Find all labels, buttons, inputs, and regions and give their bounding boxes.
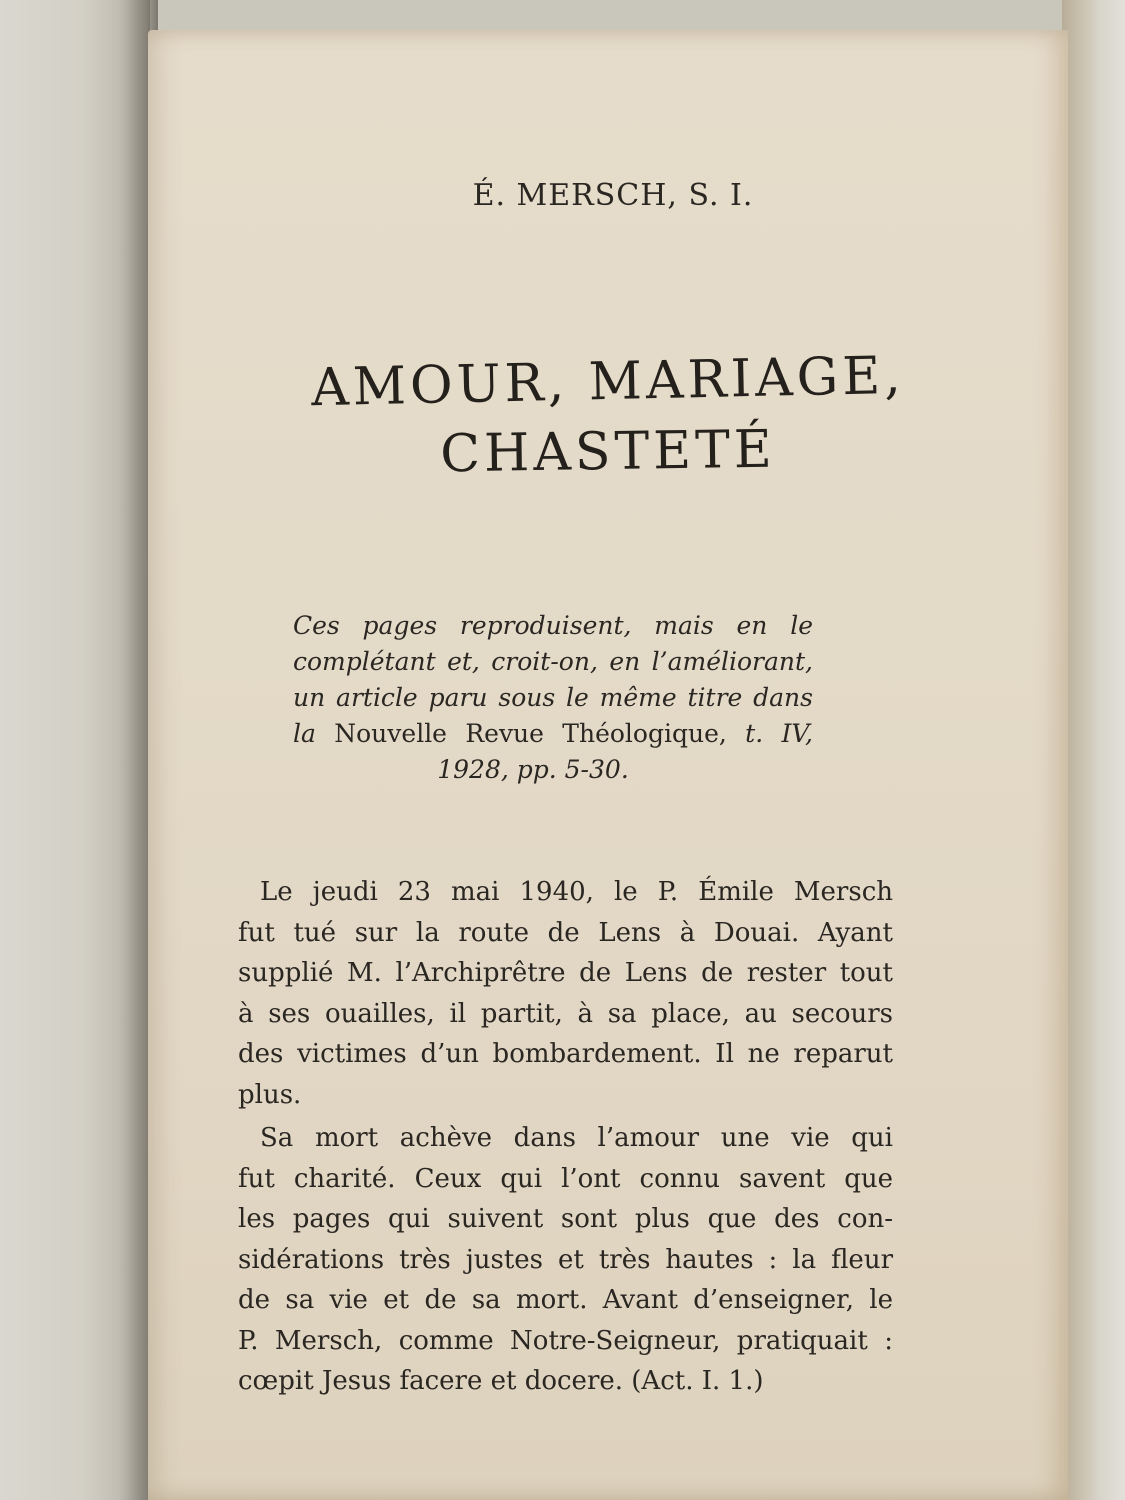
text-line: P. Mersch, comme Notre-Seigneur, pratiquait :	[238, 1325, 893, 1356]
note-text: la	[293, 719, 335, 748]
text-line: les pages qui suivent sont plus que des con-	[238, 1204, 893, 1234]
book-title-line-2: CHASTETÉ	[439, 419, 777, 485]
text-line: Sa mort achève dans l’amour une vie qui	[260, 1123, 893, 1153]
note-line: un article paru sous le même titre dans	[293, 683, 813, 712]
text-line: de sa vie et de sa mort. Avant d’enseigner, le	[238, 1285, 893, 1315]
book-title-line-1: AMOUR, MARIAGE,	[310, 345, 906, 419]
note-line	[293, 716, 813, 752]
page-edges	[1062, 0, 1125, 1500]
note-line: 1928, pp. 5-30.	[437, 755, 629, 784]
journal-name: Nouvelle Revue Théologique,	[334, 719, 727, 748]
note-line: complétant et, croit-on, en l’améliorant,	[293, 647, 813, 676]
text-line: des victimes d’un bombardement. Il ne reparut	[238, 1039, 893, 1069]
text-line: fut charité. Ceux qui l’ont connu savent que	[238, 1163, 893, 1194]
text-line: à ses ouailles, il partit, à sa place, au secours	[238, 998, 893, 1029]
text-line: Le jeudi 23 mai 1940, le P. Émile Mersch	[260, 877, 893, 907]
text-line: fut tué sur la route de Lens à Douai. Ayant	[238, 917, 893, 948]
note-line: Ces pages reproduisent, mais en le	[293, 611, 813, 640]
text-line: plus.	[238, 1079, 302, 1110]
text-line: supplié M. l’Archiprêtre de Lens de rester tout	[238, 958, 893, 988]
note-text: t. IV,	[726, 719, 813, 748]
paragraph-1	[238, 872, 893, 1115]
text-line: sidérations très justes et très hautes : la fleur	[238, 1244, 893, 1275]
text-line: cœpit Jesus facere et docere. (Act. I. 1.)	[238, 1366, 764, 1396]
author-line: É. MERSCH, S. I.	[472, 178, 754, 213]
paragraph-2	[238, 1118, 893, 1402]
publication-note	[293, 608, 813, 788]
book-page	[148, 30, 1068, 1500]
